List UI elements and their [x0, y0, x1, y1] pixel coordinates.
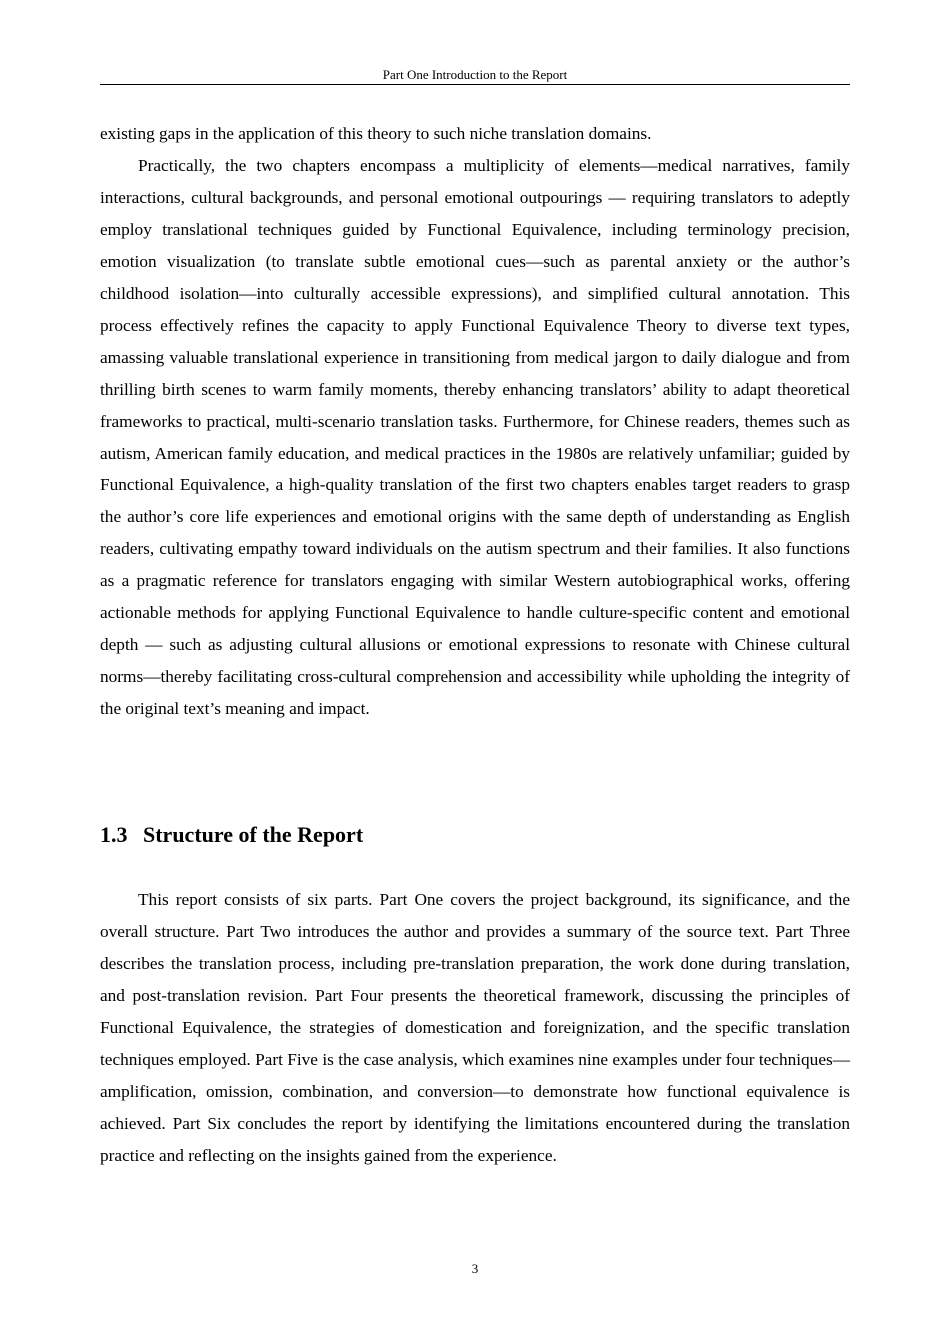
- section-heading: [100, 820, 850, 850]
- continuation-paragraph: existing gaps in the application of this theory to such niche translation domains.: [100, 124, 652, 143]
- paragraph-report-structure: This report consists of six parts. Part One covers the project background, its significance, and the overall structure. Part Two introduces the author and provides a summary of the source text. Part Three describes the translation process, including pre-translation preparation, the work done during translation, and post-translation revision. Part Four presents the theoretical framework, discussing the principles of Functional Equivalence, the strategies of domestication and foreignization, and the specific translation techniques employed. Part Five is the case analysis, which examines nine examples under four techniques—amplification, omission, combination, and conversion—to demonstrate how functional equivalence is achieved. Part Six concludes the report by identifying the limitations encountered during the translation practice and reflecting on the insights gained from the experience.: [100, 890, 850, 1165]
- section-number: 1.3: [100, 822, 128, 847]
- body-text-section-1-3: [100, 884, 850, 1172]
- body-text-section-1-2: [100, 118, 850, 725]
- header-rule: [100, 84, 850, 85]
- paragraph-practical-significance: Practically, the two chapters encompass a multiplicity of elements—medical narratives, family interactions, cultural backgrounds, and personal emotional outpourings — requiring translators to adeptly employ translational techniques guided by Functional Equivalence, including terminology precision, emotion visualization (to translate subtle emotional cues—such as parental anxiety or the author’s childhood isolation—into culturally accessible expressions), and simplified cultural annotation. This process effectively refines the capacity to apply Functional Equivalence Theory to diverse text types, amassing valuable translational experience in transitioning from medical jargon to daily dialogue and from thrilling birth scenes to warm family moments, thereby enhancing translators’ ability to adapt theoretical frameworks to practical, multi-scenario translation tasks. Furthermore, for Chinese readers, themes such as autism, American family education, and medical practices in the 1980s are relatively unfamiliar; guided by Functional Equivalence, a high-quality translation of the first two chapters enables target readers to grasp the author’s core life experiences and emotional origins with the same depth of understanding as English readers, cultivating empathy toward individuals on the autism spectrum and their families. It also functions as a pragmatic reference for translators engaging with similar Western autobiographical works, offering actionable methods for applying Functional Equivalence to handle culture-specific content and emotional depth — such as adjusting cultural allusions or emotional expressions to resonate with Chinese cultural norms—thereby facilitating cross-cultural comprehension and accessibility while upholding the integrity of the original text’s meaning and impact.: [100, 155, 850, 719]
- section-title: Structure of the Report: [143, 822, 364, 847]
- page-number: 3: [471, 1261, 479, 1276]
- running-header: Part One Introduction to the Report: [382, 67, 568, 82]
